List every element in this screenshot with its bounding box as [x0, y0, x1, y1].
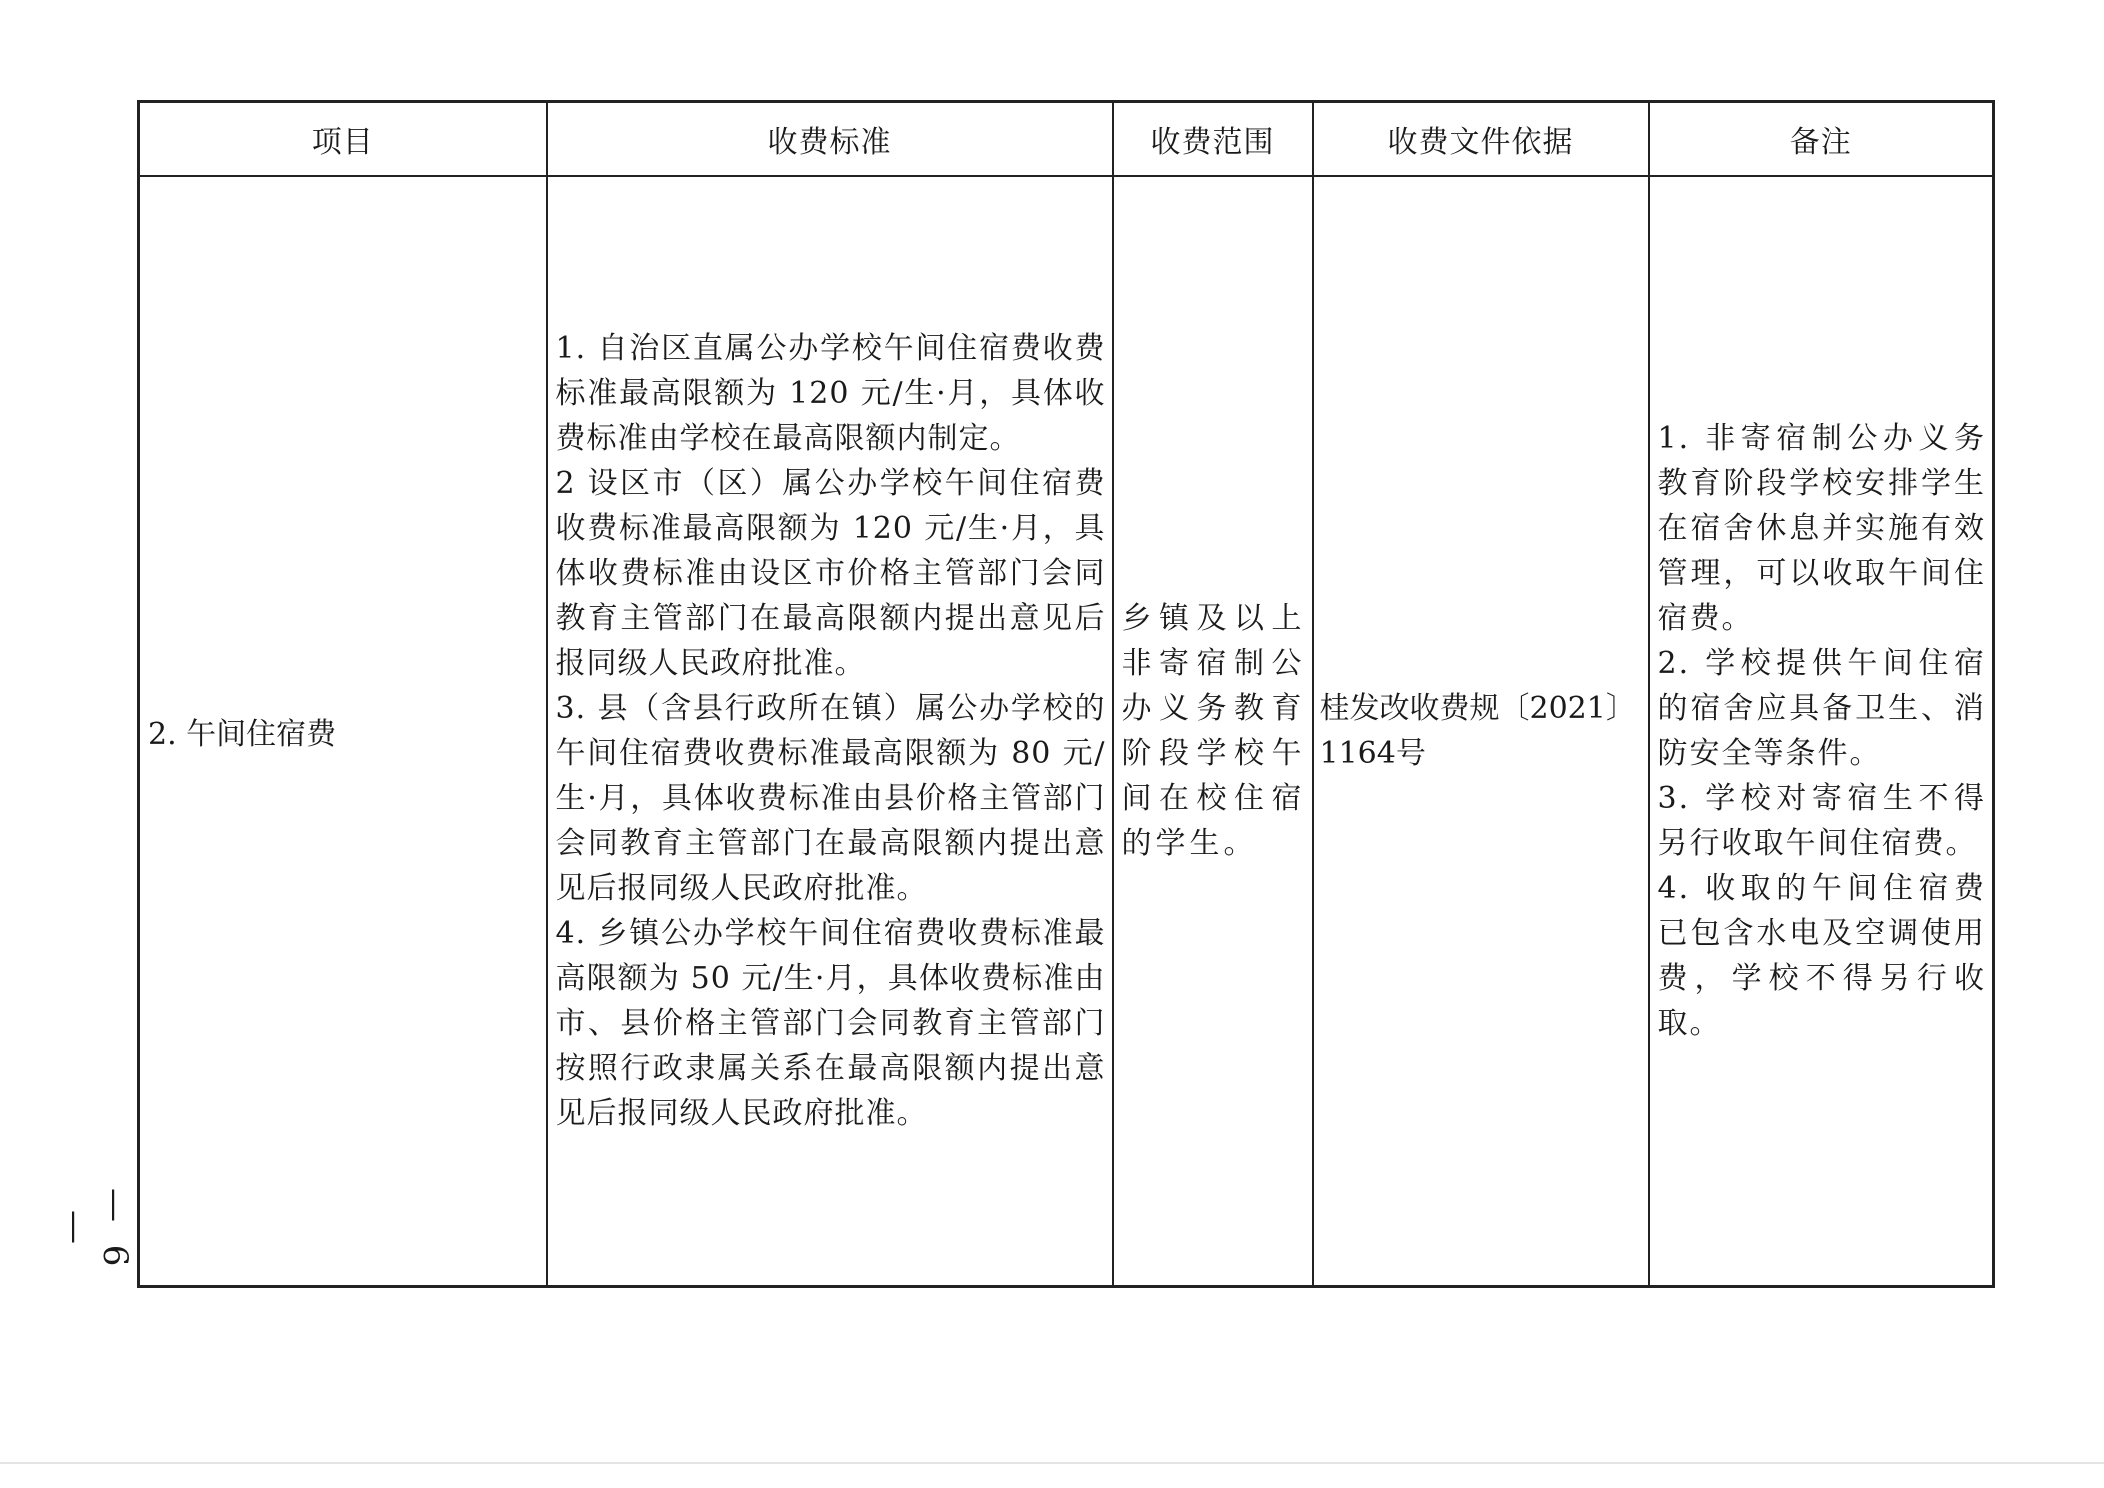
- table-row: [139, 176, 1994, 1287]
- note-1: 1. 非寄宿制公办义务教育阶段学校安排学生在宿舍休息并实施有效管理，可以收取午间住宿费。: [1657, 421, 1986, 636]
- cell-item: 2. 午间住宿费: [139, 176, 547, 1287]
- standard-clause-3: 3. 县（含县行政所在镇）属公办学校的午间住宿费收费标准最高限额为 80 元/生·月，具体收费标准由县价格主管部门会同教育主管部门在最高限额内提出意见后报同级人民政府批准。: [555, 691, 1106, 906]
- bottom-divider: [0, 1462, 2104, 1464]
- header-standard: 收费标准: [547, 102, 1113, 177]
- note-4: 4. 收取的午间住宿费已包含水电及空调使用费，学校不得另行收取。: [1657, 871, 1986, 1041]
- header-notes: 备注: [1649, 102, 1994, 177]
- fee-table: [137, 100, 1995, 1288]
- cell-standard: [547, 176, 1113, 1287]
- cell-notes: [1649, 176, 1994, 1287]
- standard-clause-4: 4. 乡镇公办学校午间住宿费收费标准最高限额为 50 元/生·月，具体收费标准由市、县价格主管部门会同教育主管部门按照行政隶属关系在最高限额内提出意见后报同级人民政府批准。: [555, 916, 1106, 1131]
- standard-clause-2: 2 设区市（区）属公办学校午间住宿费收费标准最高限额为 120 元/生·月，具体收费标准由设区市价格主管部门会同教育主管部门在最高限额内提出意见后报同级人民政府批准。: [555, 466, 1106, 681]
- header-basis: 收费文件依据: [1313, 102, 1649, 177]
- note-3: 3. 学校对寄宿生不得另行收取午间住宿费。: [1657, 781, 1986, 861]
- header-scope: 收费范围: [1113, 102, 1313, 177]
- page-number: — 6 —: [55, 1187, 135, 1273]
- standard-clause-1: 1. 自治区直属公办学校午间住宿费收费标准最高限额为 120 元/生·月，具体收费标准由学校在最高限额内制定。: [555, 331, 1106, 456]
- cell-basis: 桂发改收费规〔2021〕1164号: [1313, 176, 1649, 1287]
- table-header-row: [139, 102, 1994, 177]
- header-item: 项目: [139, 102, 547, 177]
- note-2: 2. 学校提供午间住宿的宿舍应具备卫生、消防安全等条件。: [1657, 646, 1986, 771]
- cell-scope: 乡镇及以上非寄宿制公办义务教育阶段学校午间在校住宿的学生。: [1113, 176, 1313, 1287]
